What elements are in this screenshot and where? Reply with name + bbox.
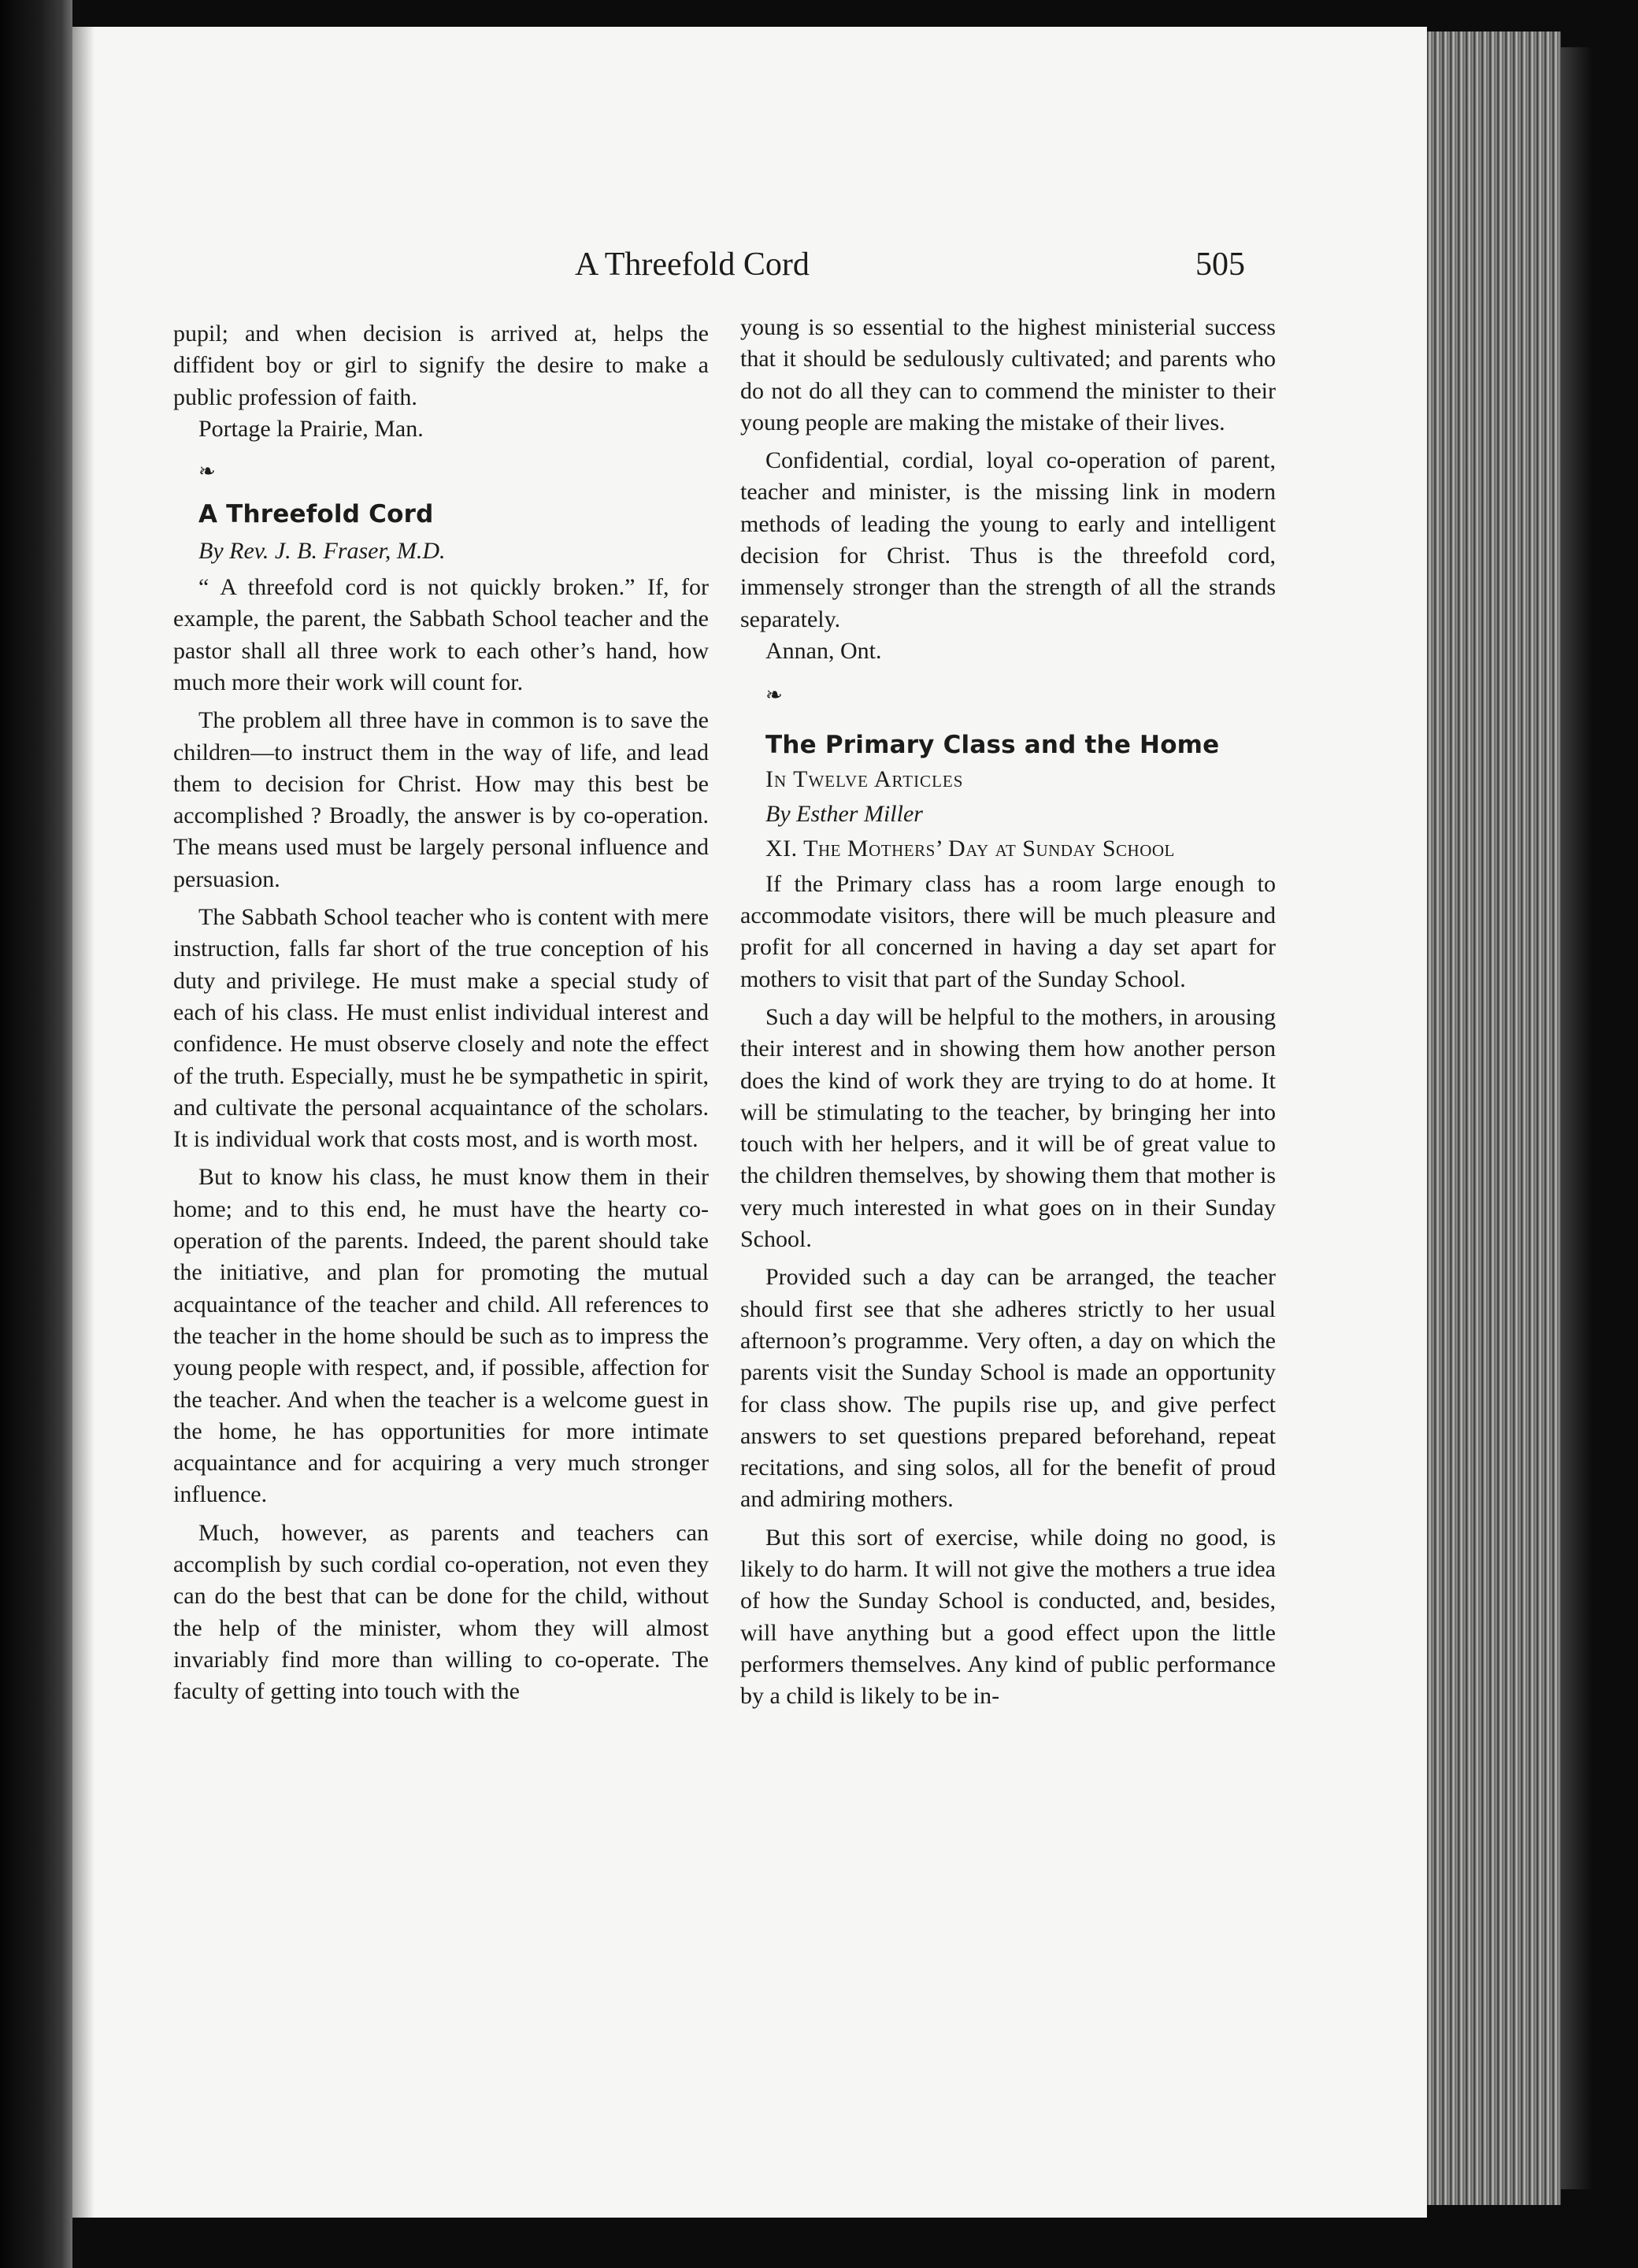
article-paragraph: Much, however, as parents and teachers can accomplish by such cordial co-operation, not even they can do the best that can be done for the child, without the help of the minister, whom they will almost invariably find more than willing to co-operate. The faculty of getting into touch with the [173, 1519, 709, 1705]
article-title: A Threefold Cord [198, 500, 434, 529]
fore-edge-shadow [1561, 47, 1592, 2189]
page-fore-edge [1427, 32, 1561, 2205]
article-paragraph: But to know his class, he must know them in their home; and to this end, he must have the hearty co-operation of the parents. Indeed, the parent should take the initiative, and plan for promoting the mutual acquaintance of the teacher and child. All references to the teacher in the home should be such as to impress the young people with respect, and, if possible, affection for the teacher. And when the teacher is a welcome guest in the home, he has opportunities for more intimate acquaintance and for acquiring a very much stronger influence. [173, 1164, 709, 1508]
signoff-location: Portage la Prairie, Man. [198, 415, 424, 442]
article-byline: By Rev. J. B. Fraser, M.D. [198, 537, 446, 564]
article-paragraph: Confidential, cordial, loyal co-operation of parent, teacher and minister, is the missing link in modern methods of leading the young to early and intelligent decision for Christ. Thus is the threefold cord, immensely stronger than the strength of all the strands separately. [740, 447, 1276, 632]
series-line: In Twelve Articles [765, 765, 964, 792]
page-gutter-shadow [72, 27, 94, 2218]
right-column [740, 312, 1276, 1712]
left-column [173, 318, 709, 1707]
article-paragraph: The problem all three have in common is to save the children—to instruct them in the way of life, and lead them to decision for Christ. How may this best be accomplished ? Broadly, the answer is by co-operation. The means used must be largely personal influence and persuasion. [173, 707, 709, 892]
page-number: 505 [1195, 246, 1245, 283]
article-byline: By Esther Miller [765, 801, 923, 828]
fleuron-ornament-icon: ❧ [198, 460, 216, 484]
book-spine-left [0, 0, 72, 2268]
article-paragraph: Such a day will be helpful to the mothers, in arousing their interest and in showing them how another person does the kind of work they are trying to do at home. It will be stimulating to the teacher, by bringing her into touch with her helpers, and it will be of great value to the children themselves, by showing them that mother is very much interested in what goes on in their Sunday School. [740, 1003, 1276, 1253]
continued-text: young is so essential to the highest ministerial success that it should be sedulously cultivated; and parents who do not do all they can to commend the minister to their young people are making the mistake of their lives. [740, 314, 1276, 435]
article-paragraph: The Sabbath School teacher who is content with mere instruction, falls far short of the true conception of his duty and privilege. He must make a special study of each of his class. He must enlist individual interest and confidence. He must observe closely and note the effect of the truth. Especially, must he be sympathetic in spirit, and cultivate the personal acquaintance of the scholars. It is individual work that costs most, and is worth most. [173, 904, 709, 1153]
article-paragraph: Provided such a day can be arranged, the teacher should first see that she adheres strictly to her usual afternoon’s programme. Very often, a day on which the parents visit the Sunday School is made an opportunity for class show. The pupils rise up, and give perfect answers to set questions prepared beforehand, repeat recitations, and sing solos, all for the benefit of proud and admiring mothers. [740, 1264, 1276, 1513]
continued-text: pupil; and when decision is arrived at, helps the diffident boy or girl to signify the desire to make a public profession of faith. [173, 321, 709, 410]
fleuron-ornament-icon: ❧ [765, 684, 783, 707]
article-subtitle: XI. The Mothers’ Day at Sunday School [765, 836, 1175, 862]
article-paragraph: “ A threefold cord is not quickly broken.” If, for example, the parent, the Sabbath School teacher and the pastor shall all three work to each other’s hand, how much more their work will count for. [173, 574, 709, 695]
signoff-location: Annan, Ont. [765, 637, 882, 664]
article-paragraph: But this sort of exercise, while doing no good, is likely to do harm. It will not give the mothers a true idea of how the Sunday School is conducted, and, besides, will have anything but a good effect upon the little performers themselves. Any kind of public performance by a child is likely to be in- [740, 1524, 1276, 1710]
running-title: A Threefold Cord [575, 246, 810, 283]
article-paragraph: If the Primary class has a room large enough to accommodate visitors, there will be much pleasure and profit for all concerned in having a day set apart for mothers to visit that part of the Sunday School. [740, 870, 1276, 992]
article-title: The Primary Class and the Home [765, 730, 1220, 759]
